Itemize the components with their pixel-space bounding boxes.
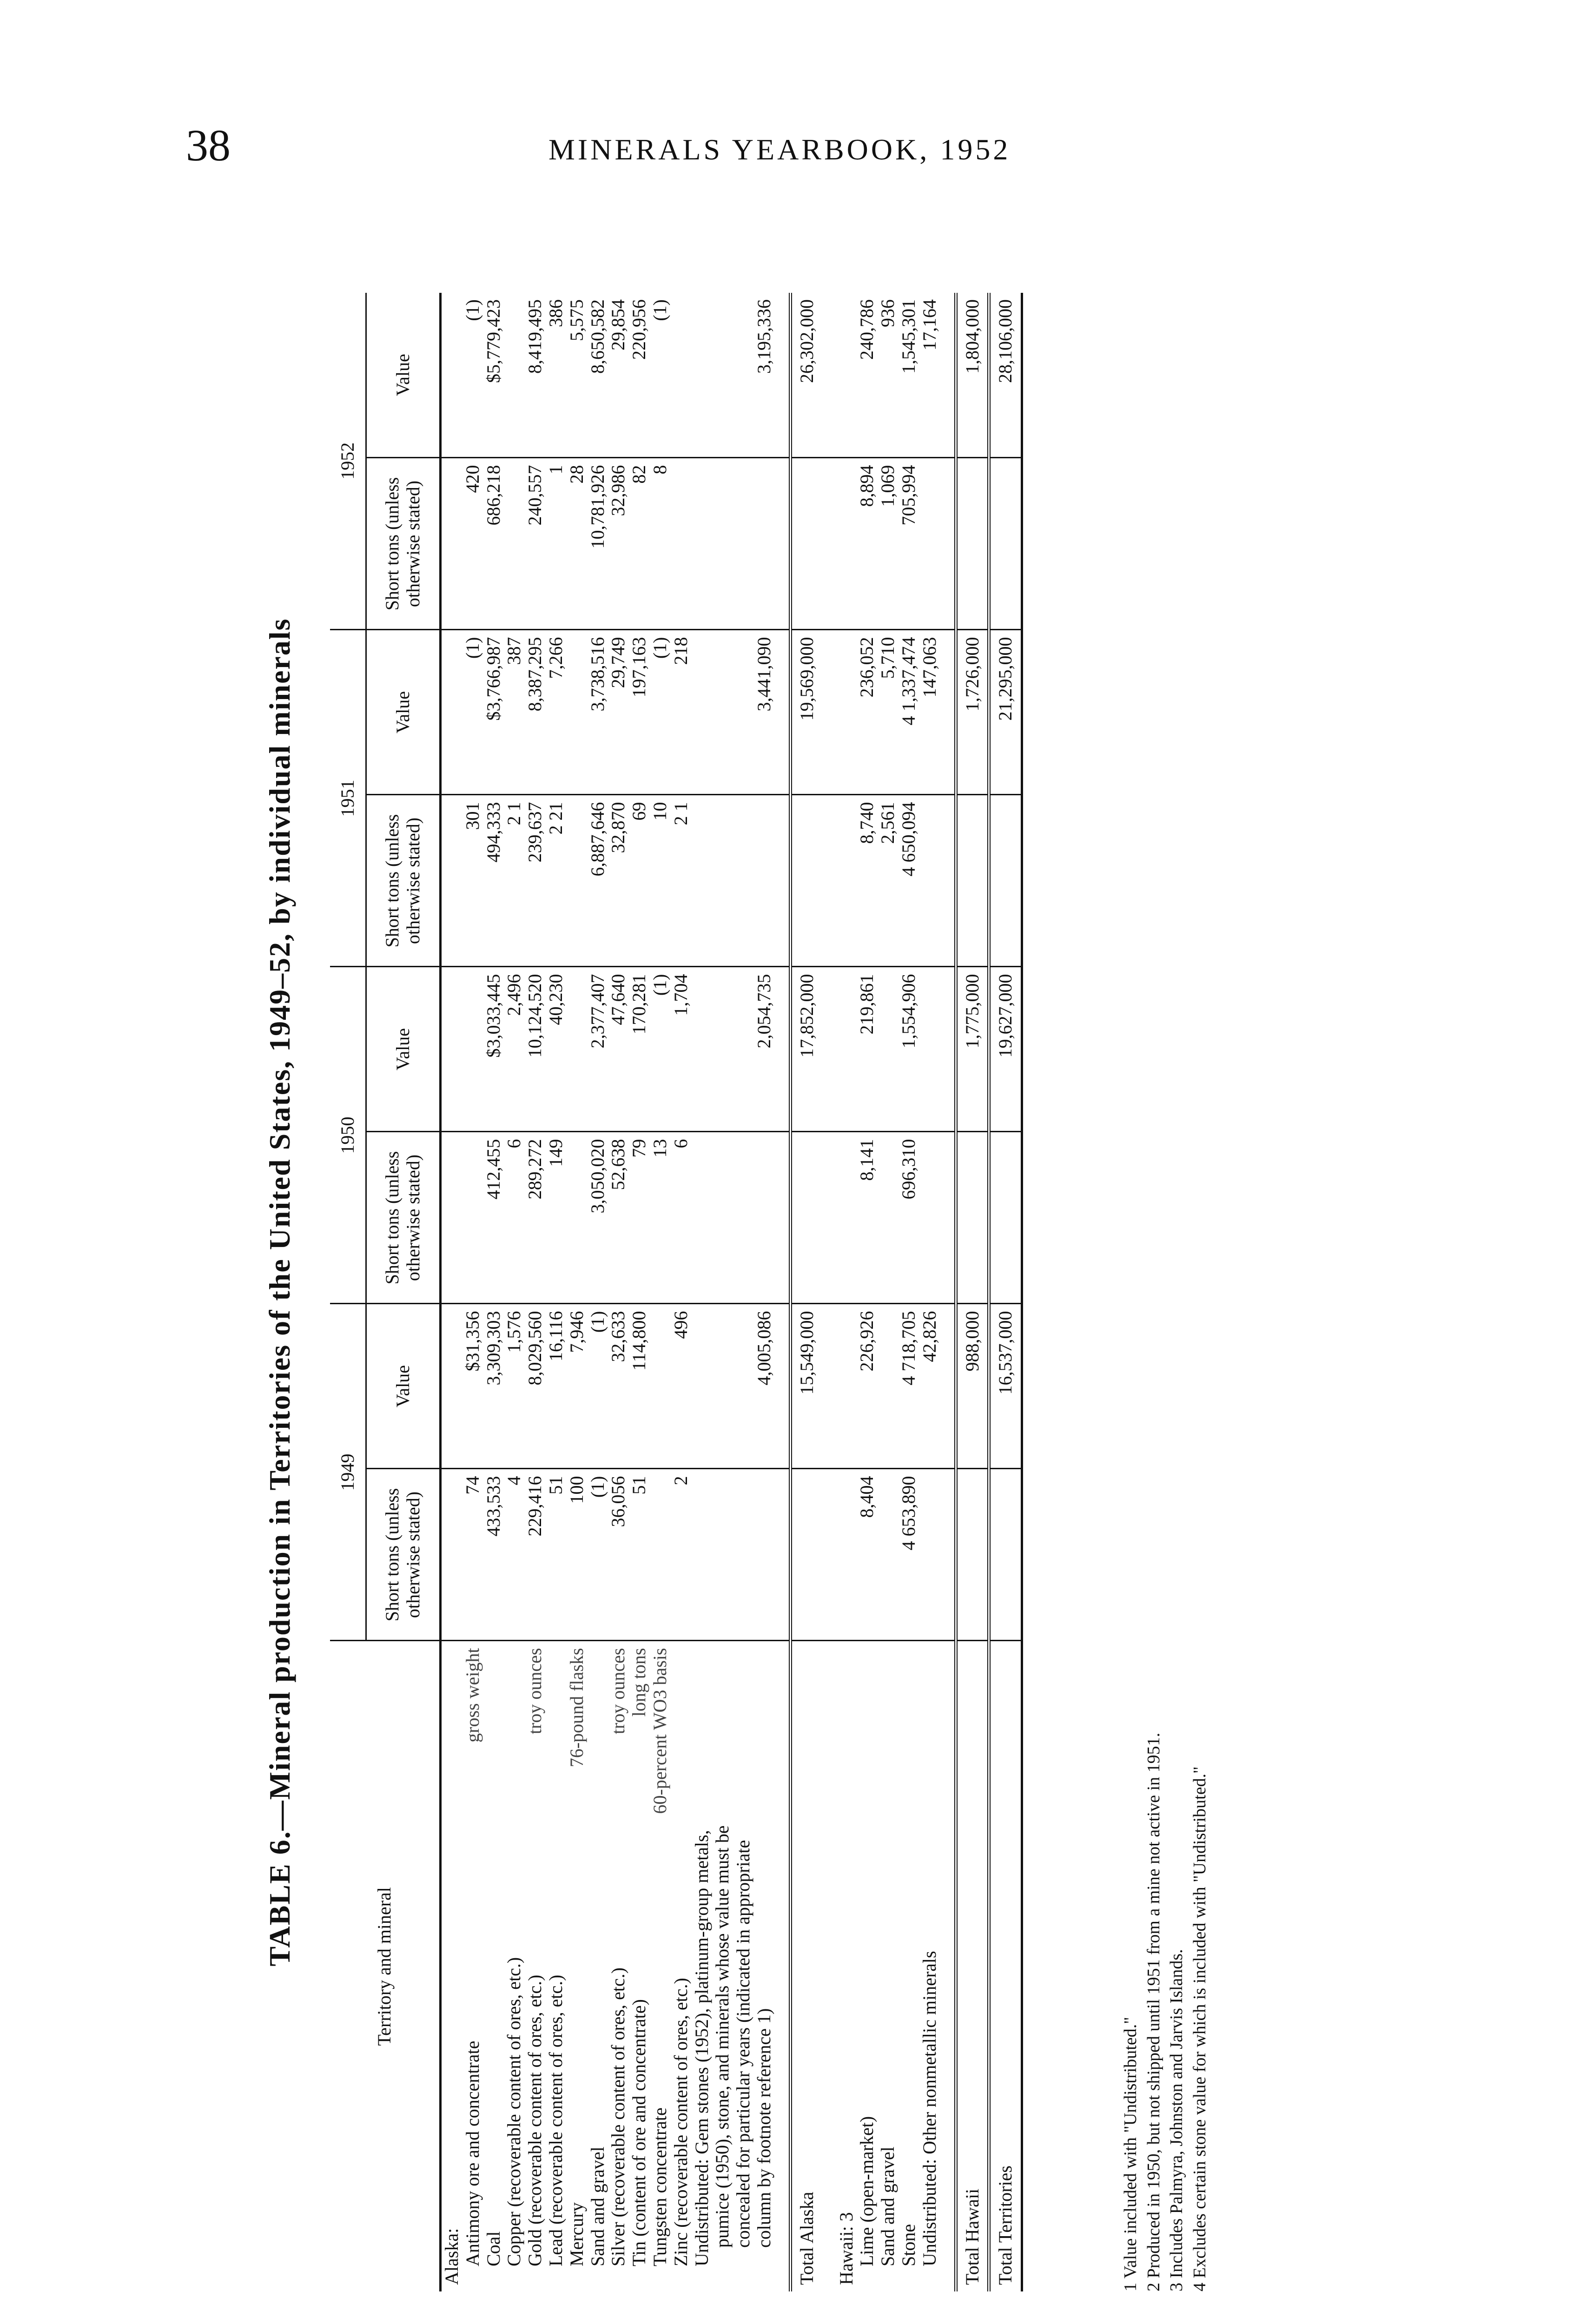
value-cell: 1,545,301 [899, 293, 919, 458]
table-row [546, 293, 567, 2291]
short-tons-cell: 4 653,890 [899, 1469, 919, 1641]
short-tons-cell: 8,141 [857, 1132, 878, 1304]
table-row [899, 293, 919, 2291]
value-cell [712, 293, 733, 458]
short-tons-cell: 1 [546, 458, 567, 630]
short-tons-cell [956, 1132, 989, 1304]
footnote: 4 Excludes certain stone value for which is included with "Undistributed." [1189, 1766, 1209, 2291]
footnote: 3 Includes Palmyra, Johnston and Jarvis Islands. [1167, 1949, 1187, 2291]
short-tons-cell [989, 795, 1022, 967]
table-row [588, 293, 608, 2291]
row-label: Sand and gravel [587, 2146, 608, 2266]
short-tons-cell: 6,887,646 [588, 795, 608, 967]
minerals-table [330, 293, 1023, 2291]
table-row [790, 293, 822, 2291]
value-cell [836, 630, 857, 795]
row-label-cell [671, 1641, 692, 2291]
table-row [857, 293, 878, 2291]
value-cell: 197,163 [629, 630, 650, 795]
table-row [525, 293, 546, 2291]
short-tons-cell [956, 1469, 989, 1641]
value-cell [733, 630, 754, 795]
value-cell: $3,766,987 [483, 630, 504, 795]
short-tons-cell [836, 795, 857, 967]
row-label-cell [956, 1641, 989, 2291]
short-tons-cell: 3,050,020 [588, 1132, 608, 1304]
value-cell: 3,195,336 [754, 293, 775, 458]
value-cell: 1,554,906 [899, 967, 919, 1132]
value-cell [712, 1304, 733, 1469]
row-label: Undistributed: Other nonmetallic minerals [918, 1951, 940, 2266]
row-label: Zinc (recoverable content of ores, etc.) [670, 1978, 691, 2266]
value-cell: 3,738,516 [588, 630, 608, 795]
value-cell [733, 967, 754, 1132]
value-cell: 3,309,303 [483, 1304, 504, 1469]
short-tons-cell [712, 1132, 733, 1304]
value-cell: 1,775,000 [956, 967, 989, 1132]
page-number: 38 [186, 120, 231, 170]
value-cell: 15,549,000 [790, 1304, 822, 1469]
short-tons-cell: 13 [650, 1132, 671, 1304]
year-header: 1950 [330, 967, 366, 1304]
value-cell [650, 1304, 671, 1469]
short-tons-cell [836, 458, 857, 630]
short-tons-cell [733, 1132, 754, 1304]
short-tons-cell: 10 [650, 795, 671, 967]
short-tons-cell [692, 1132, 713, 1304]
row-label-cell [462, 1641, 483, 2291]
value-cell: 4 1,337,474 [899, 630, 919, 795]
row-label: Sand and gravel [877, 2146, 899, 2266]
short-tons-cell: 289,272 [525, 1132, 546, 1304]
value-cell: 47,640 [608, 967, 629, 1132]
row-label-cell [483, 1641, 504, 2291]
value-cell: 387 [504, 630, 525, 795]
value-cell [441, 630, 462, 795]
value-cell: 17,164 [919, 293, 940, 458]
short-tons-cell: 79 [629, 1132, 650, 1304]
row-label: Total Hawaii [961, 2188, 983, 2285]
column-header-territory: Territory and mineral [330, 1641, 441, 2291]
value-cell: 1,726,000 [956, 630, 989, 795]
row-unit: 60-percent WO3 basis [649, 1648, 670, 1814]
value-cell: 218 [671, 630, 692, 795]
row-label-cell [712, 1641, 733, 2291]
short-tons-cell [919, 1469, 940, 1641]
short-tons-cell: 2,561 [878, 795, 899, 967]
value-cell: 29,854 [608, 293, 629, 458]
row-label-cell [790, 1641, 822, 2291]
short-tons-cell [712, 1469, 733, 1641]
short-tons-cell: 494,333 [483, 795, 504, 967]
short-tons-cell [919, 458, 940, 630]
row-label-cell [919, 1641, 940, 2291]
row-label-cell [650, 1641, 671, 2291]
row-label: Silver (recoverable content of ores, etc.) [608, 1967, 629, 2266]
row-label-cell [878, 1641, 899, 2291]
short-tons-cell: 8,740 [857, 795, 878, 967]
value-cell: 220,956 [629, 293, 650, 458]
value-cell: 936 [878, 293, 899, 458]
year-header: 1951 [330, 630, 366, 967]
value-cell: 10,124,520 [525, 967, 546, 1132]
value-cell: 5,575 [567, 293, 588, 458]
spacer-row [822, 293, 836, 2291]
spacer-row [775, 293, 791, 2291]
short-tons-cell [790, 458, 822, 630]
value-cell: (1) [650, 630, 671, 795]
row-unit: gross weight [462, 1648, 483, 1743]
short-tons-cell [733, 1469, 754, 1641]
row-label: Copper (recoverable content of ores, etc.) [503, 1957, 525, 2266]
table-row [836, 293, 857, 2291]
value-cell [712, 967, 733, 1132]
value-cell: (1) [650, 293, 671, 458]
year-header: 1952 [330, 293, 366, 630]
short-tons-cell [462, 1132, 483, 1304]
row-label: Hawaii: 3 [835, 2212, 857, 2285]
row-label-cell [899, 1641, 919, 2291]
row-label-cell [504, 1641, 525, 2291]
short-tons-cell [692, 795, 713, 967]
short-tons-cell: 51 [546, 1469, 567, 1641]
row-label: Total Alaska [796, 2192, 817, 2285]
table-row [629, 293, 650, 2291]
value-cell: $31,356 [462, 1304, 483, 1469]
short-tons-header: Short tons (unless otherwise stated) [366, 1469, 441, 1641]
short-tons-cell [919, 1132, 940, 1304]
value-cell [692, 1304, 713, 1469]
value-cell: 7,946 [567, 1304, 588, 1469]
value-cell: 29,749 [608, 630, 629, 795]
value-cell: 1,704 [671, 967, 692, 1132]
row-label: concealed for particular years (indicated in appropriate [733, 1840, 754, 2248]
short-tons-cell: 8,404 [857, 1469, 878, 1641]
row-label-cell [546, 1641, 567, 2291]
short-tons-cell [878, 1132, 899, 1304]
value-cell: 2,054,735 [754, 967, 775, 1132]
short-tons-cell: 2 1 [504, 795, 525, 967]
row-label: Stone [898, 2224, 919, 2266]
value-cell [441, 293, 462, 458]
short-tons-cell [567, 1132, 588, 1304]
table-row [956, 293, 989, 2291]
row-label-cell [733, 1641, 754, 2291]
rotated-table-block [265, 293, 1264, 2291]
short-tons-cell [712, 795, 733, 967]
row-label: Total Territories [995, 2166, 1016, 2285]
table-row [650, 293, 671, 2291]
value-cell: 170,281 [629, 967, 650, 1132]
value-cell: 7,266 [546, 630, 567, 795]
value-cell: 28,106,000 [989, 293, 1022, 458]
short-tons-cell [441, 1469, 462, 1641]
short-tons-cell [790, 1469, 822, 1641]
value-cell: 496 [671, 1304, 692, 1469]
short-tons-cell [441, 458, 462, 630]
table-row [733, 293, 754, 2291]
value-cell: (1) [588, 1304, 608, 1469]
row-label-cell [754, 1641, 775, 2291]
table-row [608, 293, 629, 2291]
value-cell [733, 293, 754, 458]
value-cell: 114,800 [629, 1304, 650, 1469]
short-tons-cell: 52,638 [608, 1132, 629, 1304]
footnotes [1120, 293, 1212, 2291]
row-unit: long tons [628, 1648, 650, 1717]
value-cell: 2,496 [504, 967, 525, 1132]
value-cell: 988,000 [956, 1304, 989, 1469]
short-tons-cell: 8,894 [857, 458, 878, 630]
short-tons-cell [712, 458, 733, 630]
footnote: 2 Produced in 1950, but not shipped until 1951 from a mine not active in 1951. [1143, 1732, 1163, 2291]
short-tons-cell [956, 795, 989, 967]
value-cell [441, 967, 462, 1132]
row-label: Antimony ore and concentrate [462, 2040, 483, 2266]
value-cell: 42,826 [919, 1304, 940, 1469]
value-cell [733, 1304, 754, 1469]
value-cell [567, 967, 588, 1132]
short-tons-cell [919, 795, 940, 967]
short-tons-cell [650, 1469, 671, 1641]
short-tons-cell [836, 1132, 857, 1304]
table-row [712, 293, 733, 2291]
short-tons-cell: 82 [629, 458, 650, 630]
short-tons-cell [504, 458, 525, 630]
short-tons-cell: 1,069 [878, 458, 899, 630]
table-row [878, 293, 899, 2291]
short-tons-cell: 2 1 [671, 795, 692, 967]
row-unit: troy ounces [608, 1648, 629, 1735]
table-row [692, 293, 713, 2291]
value-cell: 19,627,000 [989, 967, 1022, 1132]
short-tons-cell: 705,994 [899, 458, 919, 630]
table-row [989, 293, 1022, 2291]
value-cell [836, 967, 857, 1132]
value-cell: 240,786 [857, 293, 878, 458]
row-label-cell [836, 1641, 857, 2291]
short-tons-cell: 51 [629, 1469, 650, 1641]
row-label-cell [989, 1641, 1022, 2291]
value-cell: 17,852,000 [790, 967, 822, 1132]
short-tons-cell [754, 795, 775, 967]
short-tons-cell [692, 458, 713, 630]
value-cell: 16,537,000 [989, 1304, 1022, 1469]
short-tons-cell [692, 1469, 713, 1641]
short-tons-cell: 36,056 [608, 1469, 629, 1641]
short-tons-cell [989, 1469, 1022, 1641]
short-tons-cell: 32,986 [608, 458, 629, 630]
value-cell: $3,033,445 [483, 967, 504, 1132]
short-tons-cell: 240,557 [525, 458, 546, 630]
row-label-cell [525, 1641, 546, 2291]
value-cell: 236,052 [857, 630, 878, 795]
value-cell [836, 1304, 857, 1469]
value-cell [441, 1304, 462, 1469]
row-label-cell [588, 1641, 608, 2291]
row-label: Gold (recoverable content of ores, etc.) [524, 1974, 546, 2266]
short-tons-cell: 28 [567, 458, 588, 630]
short-tons-cell [441, 795, 462, 967]
short-tons-cell: 149 [546, 1132, 567, 1304]
short-tons-cell [671, 458, 692, 630]
value-header: Value [366, 1304, 441, 1469]
short-tons-cell [733, 795, 754, 967]
page-header [0, 0, 1579, 205]
row-label: Mercury [566, 2202, 587, 2266]
table-row [919, 293, 940, 2291]
value-cell [878, 967, 899, 1132]
value-cell: 19,569,000 [790, 630, 822, 795]
table-title: TABLE 6.—Mineral production in Territories of the United States, 1949–52, by individual minerals [263, 618, 296, 1967]
table-row [504, 293, 525, 2291]
value-cell: 8,029,560 [525, 1304, 546, 1469]
value-cell [919, 967, 940, 1132]
row-unit: troy ounces [524, 1648, 546, 1735]
short-tons-header: Short tons (unless otherwise stated) [366, 458, 441, 630]
value-cell [504, 293, 525, 458]
short-tons-cell: 10,781,926 [588, 458, 608, 630]
short-tons-cell: 229,416 [525, 1469, 546, 1641]
short-tons-cell: 696,310 [899, 1132, 919, 1304]
value-cell: 2,377,407 [588, 967, 608, 1132]
short-tons-header: Short tons (unless otherwise stated) [366, 795, 441, 967]
value-cell: 219,861 [857, 967, 878, 1132]
short-tons-cell: 301 [462, 795, 483, 967]
row-unit: 76-pound flasks [566, 1648, 587, 1768]
value-cell [712, 630, 733, 795]
row-label-cell [857, 1641, 878, 2291]
short-tons-cell [790, 1132, 822, 1304]
value-cell: 386 [546, 293, 567, 458]
row-label: Lime (open-market) [856, 2116, 878, 2266]
value-cell: 8,650,582 [588, 293, 608, 458]
running-head: MINERALS YEARBOOK, 1952 [548, 133, 1011, 166]
row-label: Undistributed: Gem stones (1952), platinum-group metals, [691, 1830, 712, 2266]
value-cell: 5,710 [878, 630, 899, 795]
row-label-cell [692, 1641, 713, 2291]
short-tons-cell: (1) [588, 1469, 608, 1641]
value-cell: 1,804,000 [956, 293, 989, 458]
short-tons-cell: 433,533 [483, 1469, 504, 1641]
value-cell: 8,387,295 [525, 630, 546, 795]
short-tons-cell: 420 [462, 458, 483, 630]
row-label: column by footnote reference 1) [753, 2008, 774, 2248]
short-tons-cell: 4 650,094 [899, 795, 919, 967]
short-tons-cell [836, 1469, 857, 1641]
short-tons-cell: 2 [671, 1469, 692, 1641]
value-header: Value [366, 630, 441, 795]
value-cell: (1) [462, 293, 483, 458]
short-tons-cell [754, 1469, 775, 1641]
short-tons-cell: 239,637 [525, 795, 546, 967]
row-label: Alaska: [441, 2228, 462, 2285]
row-label: Tin (content of ore and concentrate) [628, 1999, 650, 2266]
table-row [754, 293, 775, 2291]
short-tons-cell: 100 [567, 1469, 588, 1641]
value-cell: 4 718,705 [899, 1304, 919, 1469]
value-cell: 40,230 [546, 967, 567, 1132]
value-cell: (1) [462, 630, 483, 795]
short-tons-cell: 32,870 [608, 795, 629, 967]
short-tons-cell: 412,455 [483, 1132, 504, 1304]
short-tons-cell [754, 1132, 775, 1304]
footnote: 1 Value included with "Undistributed." [1121, 2017, 1140, 2291]
row-label-cell [567, 1641, 588, 2291]
value-cell: 8,419,495 [525, 293, 546, 458]
row-label: pumice (1950), stone, and minerals whose value must be [712, 1825, 733, 2248]
value-cell [692, 967, 713, 1132]
value-cell [567, 630, 588, 795]
row-label: Tungsten concentrate [649, 2107, 670, 2266]
value-cell [836, 293, 857, 458]
year-header: 1949 [330, 1304, 366, 1641]
table-row [462, 293, 483, 2291]
row-label: Coal [482, 2231, 504, 2266]
short-tons-cell [733, 458, 754, 630]
value-cell: 16,116 [546, 1304, 567, 1469]
value-cell: 26,302,000 [790, 293, 822, 458]
spacer-row [940, 293, 956, 2291]
value-cell [462, 967, 483, 1132]
value-cell: 32,633 [608, 1304, 629, 1469]
short-tons-cell: 6 [671, 1132, 692, 1304]
table-row [441, 293, 462, 2291]
value-cell [692, 630, 713, 795]
row-label-cell [441, 1641, 462, 2291]
value-header: Value [366, 967, 441, 1132]
short-tons-cell [790, 795, 822, 967]
value-cell: 21,295,000 [989, 630, 1022, 795]
value-header: Value [366, 293, 441, 458]
value-cell: 226,926 [857, 1304, 878, 1469]
short-tons-cell: 686,218 [483, 458, 504, 630]
table-row [483, 293, 504, 2291]
value-cell: $5,779,423 [483, 293, 504, 458]
value-cell: 1,576 [504, 1304, 525, 1469]
short-tons-cell: 4 [504, 1469, 525, 1641]
row-label: Lead (recoverable content of ores, etc.) [545, 1974, 566, 2266]
short-tons-cell: 74 [462, 1469, 483, 1641]
value-cell [671, 293, 692, 458]
row-label-cell [629, 1641, 650, 2291]
table-row [671, 293, 692, 2291]
short-tons-cell: 8 [650, 458, 671, 630]
value-cell [878, 1304, 899, 1469]
short-tons-cell: 2 21 [546, 795, 567, 967]
row-label-cell [608, 1641, 629, 2291]
short-tons-cell [989, 1132, 1022, 1304]
table-row [567, 293, 588, 2291]
short-tons-header: Short tons (unless otherwise stated) [366, 1132, 441, 1304]
short-tons-cell: 69 [629, 795, 650, 967]
short-tons-cell [441, 1132, 462, 1304]
value-cell: 147,063 [919, 630, 940, 795]
value-cell [692, 293, 713, 458]
short-tons-cell [878, 1469, 899, 1641]
value-cell: (1) [650, 967, 671, 1132]
short-tons-cell [754, 458, 775, 630]
short-tons-cell: 6 [504, 1132, 525, 1304]
value-cell: 4,005,086 [754, 1304, 775, 1469]
short-tons-cell [567, 795, 588, 967]
short-tons-cell [989, 458, 1022, 630]
short-tons-cell [956, 458, 989, 630]
value-cell: 3,441,090 [754, 630, 775, 795]
